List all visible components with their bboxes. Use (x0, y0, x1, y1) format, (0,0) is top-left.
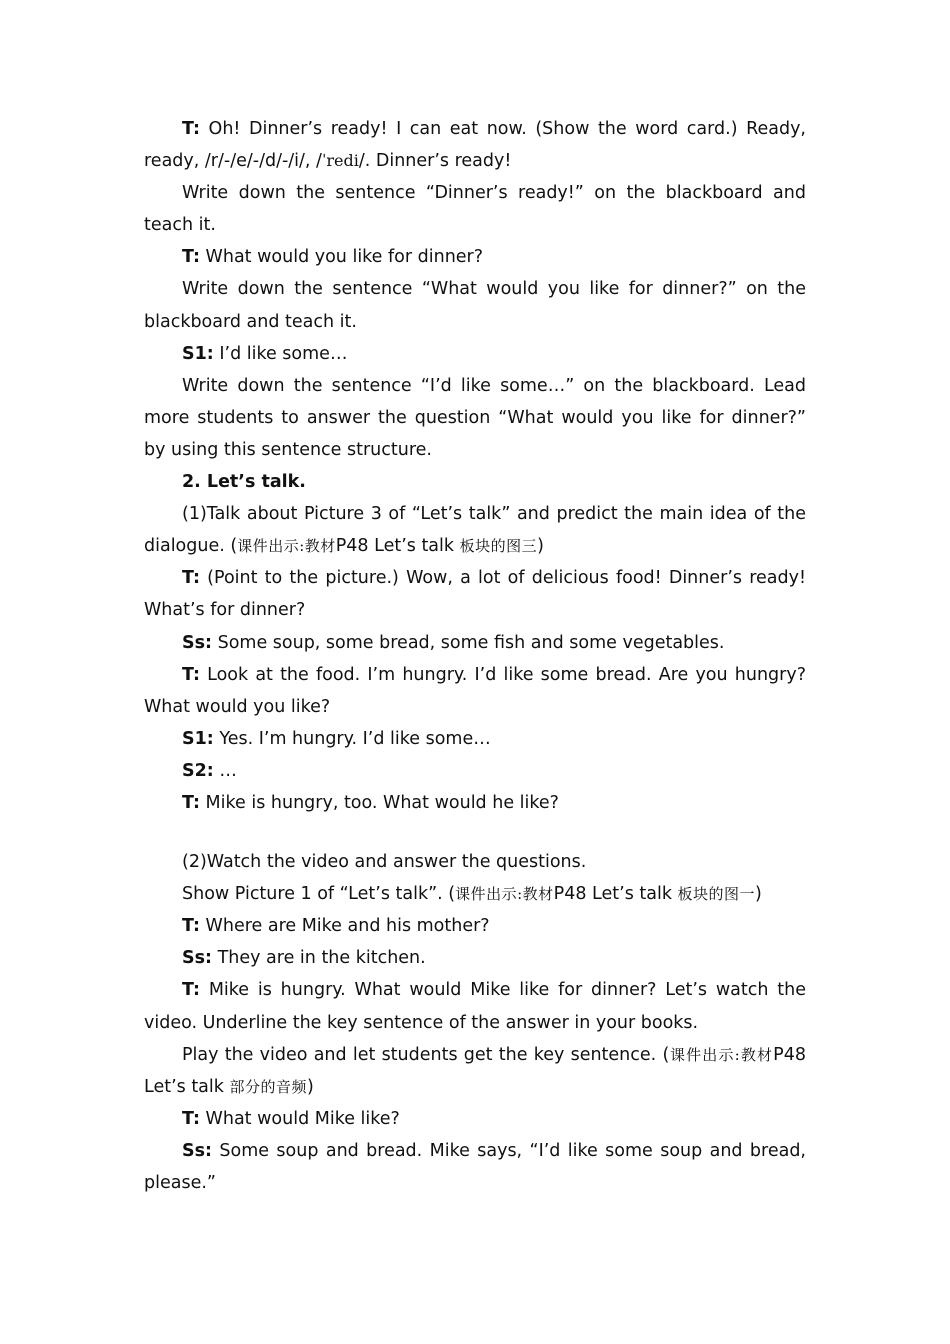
lesson-text (144, 113, 806, 1199)
para-text: P48 Let’s talk (335, 536, 460, 557)
cjk-note: 板块的图一 (677, 885, 756, 904)
speaker-label: Ss: (182, 632, 213, 653)
line-text: … (213, 760, 237, 781)
line-text: Oh! Dinner’s ready! I can eat now. (Show the word card.) Ready, ready, /r/-/e/-/d/-/i/, / (144, 119, 806, 172)
cjk-note: 课件出示:教材 (455, 885, 554, 904)
para-text: Play the video and let students get the key sentence. ( (182, 1044, 670, 1065)
speaker-label: T: (182, 119, 200, 139)
para-text: (1)Talk about Picture 3 of “Let’s talk” and predict the main idea of the dialogue. ( (144, 504, 806, 557)
instruction-paragraph (144, 1039, 806, 1103)
dialogue-line (144, 1135, 806, 1199)
speaker-label: T: (182, 664, 200, 685)
para-text: ) (755, 884, 762, 905)
instruction-paragraph (144, 498, 806, 562)
blank-line (144, 819, 806, 846)
speaker-label: Ss: (182, 1140, 213, 1161)
dialogue-line (144, 241, 806, 273)
line-text: (Point to the picture.) Wow, a lot of delicious food! Dinner’s ready! What’s for dinner? (144, 568, 806, 621)
speaker-label: T: (182, 1108, 200, 1129)
line-text: Mike is hungry, too. What would he like? (199, 792, 559, 813)
speaker-label: T: (182, 980, 200, 1001)
section-heading: 2. Let’s talk. (182, 472, 306, 493)
speaker-label: S1: (182, 728, 214, 749)
dialogue-line (144, 1103, 806, 1135)
dialogue-line (144, 627, 806, 659)
line-text: What would you like for dinner? (199, 247, 484, 268)
speaker-label: T: (182, 568, 200, 589)
line-text: I’d like some… (213, 343, 348, 364)
phonetic-transcription: ˈredi (321, 151, 359, 171)
cjk-note: 板块的图三 (459, 537, 538, 556)
line-text: Some soup, some bread, some fish and some vegetables. (212, 632, 725, 653)
dialogue-line (144, 723, 806, 755)
speaker-label: T: (182, 792, 200, 813)
para-text: ) (537, 536, 544, 557)
speaker-label: T: (182, 247, 200, 268)
dialogue-line (144, 974, 806, 1038)
line-text: What would Mike like? (199, 1108, 400, 1129)
line-text: Yes. I’m hungry. I’d like some… (213, 728, 491, 749)
speaker-label: S1: (182, 343, 214, 364)
line-text: Mike is hungry. What would Mike like for dinner? Let’s watch the video. Underline the key sentence of the answer in your books. (144, 980, 806, 1033)
dialogue-line (144, 787, 806, 819)
dialogue-line (144, 338, 806, 370)
line-text: /. Dinner’s ready! (358, 151, 512, 172)
para-text: ) (306, 1076, 314, 1097)
speaker-label: Ss: (182, 948, 213, 969)
para-text: P48 Let’s talk (553, 884, 678, 905)
dialogue-line (144, 910, 806, 942)
para-text: Show Picture 1 of “Let’s talk”. ( (182, 884, 456, 905)
dialogue-line (144, 659, 806, 723)
cjk-note: 部分的音频 (229, 1077, 307, 1096)
dialogue-line (144, 942, 806, 974)
dialogue-line (144, 562, 806, 626)
line-text: Some soup and bread. Mike says, “I’d like some soup and bread, please.” (144, 1140, 806, 1193)
speaker-label: T: (182, 916, 200, 937)
para-text: P48 Let’s talk (144, 1044, 806, 1097)
speaker-label: S2: (182, 760, 214, 781)
instruction-paragraph: Write down the sentence “Dinner’s ready!” on the blackboard and teach it. (144, 183, 806, 236)
instruction-paragraph: (2)Watch the video and answer the questions. (182, 852, 587, 873)
instruction-paragraph: Write down the sentence “I’d like some…” on the blackboard. Lead more students to answer the question “What would you like for dinner?” by using this sentence structure. (144, 375, 806, 460)
line-text: Look at the food. I’m hungry. I’d like some bread. Are you hungry? What would you like? (144, 664, 806, 717)
dialogue-line (144, 755, 806, 787)
line-text: Where are Mike and his mother? (199, 916, 490, 937)
dialogue-line (144, 113, 806, 177)
instruction-paragraph (144, 878, 806, 910)
instruction-paragraph: Write down the sentence “What would you like for dinner?” on the blackboard and teach it. (144, 279, 806, 332)
cjk-note: 课件出示:教材 (669, 1045, 774, 1064)
line-text: They are in the kitchen. (212, 948, 426, 969)
cjk-note: 课件出示:教材 (237, 537, 336, 556)
